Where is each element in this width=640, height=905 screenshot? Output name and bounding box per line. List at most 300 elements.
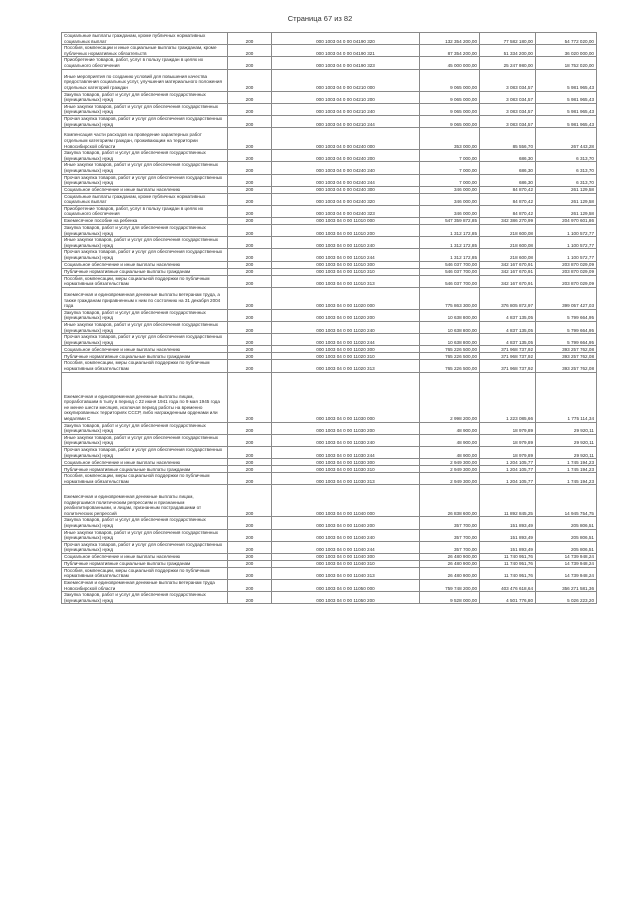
executed-amount-cell: 371 968 737,92 bbox=[480, 360, 536, 372]
table-row bbox=[62, 322, 597, 334]
unexecuted-amount-cell: 36 020 000,00 bbox=[536, 45, 597, 57]
executed-amount-cell: 371 968 737,92 bbox=[480, 353, 536, 360]
row-kbk-cell: 000 1003 04 0 00 11040 200 bbox=[272, 517, 420, 529]
approved-amount-cell: 1 312 172,85 bbox=[420, 249, 480, 261]
table-row bbox=[62, 353, 597, 360]
approved-amount-cell: 87 354 200,00 bbox=[420, 45, 480, 57]
row-code-cell: 200 bbox=[228, 459, 272, 466]
approved-amount-cell: 759 748 200,00 bbox=[420, 580, 480, 592]
row-kbk-cell: 000 1003 04 0 00 11010 240 bbox=[272, 237, 420, 249]
unexecuted-amount-cell: 205 806,51 bbox=[536, 541, 597, 553]
approved-amount-cell: 132 354 200,00 bbox=[420, 33, 480, 45]
executed-amount-cell: 686,30 bbox=[480, 174, 536, 186]
table-row bbox=[62, 275, 597, 287]
table-row bbox=[62, 45, 597, 57]
row-name-cell: Социальные выплаты гражданам, кроме публичных нормативных социальных выплат bbox=[62, 33, 228, 45]
row-code-cell: 200 bbox=[228, 372, 272, 422]
executed-amount-cell: 18 979,89 bbox=[480, 434, 536, 446]
unexecuted-amount-cell: 203 870 029,09 bbox=[536, 275, 597, 287]
executed-amount-cell: 4 501 776,80 bbox=[480, 592, 536, 604]
row-name-cell: Иные закупки товаров, работ и услуг для обеспечения государственных (муниципальных) нужд bbox=[62, 434, 228, 446]
row-code-cell: 200 bbox=[228, 560, 272, 567]
approved-amount-cell: 7 000,00 bbox=[420, 150, 480, 162]
executed-amount-cell: 3 083 034,57 bbox=[480, 115, 536, 127]
row-code-cell: 200 bbox=[228, 517, 272, 529]
row-name-cell: Закупка товаров, работ и услуг для обеспечения государственных (муниципальных) нужд bbox=[62, 150, 228, 162]
approved-amount-cell: 765 226 500,00 bbox=[420, 360, 480, 372]
row-code-cell: 200 bbox=[228, 91, 272, 103]
row-name-cell: Социальное обеспечение и иные выплаты населению bbox=[62, 261, 228, 268]
row-name-cell: Пособия, компенсации, меры социальной поддержки по публичным нормативным обязательствам bbox=[62, 360, 228, 372]
table-row bbox=[62, 466, 597, 473]
row-code-cell: 200 bbox=[228, 249, 272, 261]
row-code-cell: 200 bbox=[228, 353, 272, 360]
table-row bbox=[62, 162, 597, 174]
unexecuted-amount-cell: 14 739 948,24 bbox=[536, 560, 597, 567]
approved-amount-cell: 10 638 800,00 bbox=[420, 309, 480, 321]
row-name-cell: Компенсация части расходов на проведение характерных работ отдельным категориям граждан, проживающим на территории Новосибирской области bbox=[62, 128, 228, 150]
approved-amount-cell: 26 480 900,00 bbox=[420, 560, 480, 567]
table-row bbox=[62, 560, 597, 567]
executed-amount-cell: 1 204 105,77 bbox=[480, 459, 536, 466]
row-kbk-cell: 000 1003 04 0 00 11010 300 bbox=[272, 261, 420, 268]
executed-amount-cell: 85 556,70 bbox=[480, 128, 536, 150]
page-number-header: Страница 67 из 82 bbox=[287, 14, 353, 23]
row-kbk-cell: 000 1003 04 0 00 11030 000 bbox=[272, 372, 420, 422]
executed-amount-cell: 3 083 034,57 bbox=[480, 103, 536, 115]
table-row bbox=[62, 287, 597, 309]
row-code-cell: 200 bbox=[228, 150, 272, 162]
executed-amount-cell: 18 979,89 bbox=[480, 446, 536, 458]
row-kbk-cell: 000 1003 04 0 00 11020 310 bbox=[272, 353, 420, 360]
table-row bbox=[62, 473, 597, 485]
unexecuted-amount-cell: 5 981 965,43 bbox=[536, 91, 597, 103]
row-name-cell: Публичные нормативные социальные выплаты гражданам bbox=[62, 466, 228, 473]
unexecuted-amount-cell: 14 945 754,75 bbox=[536, 485, 597, 517]
approved-amount-cell: 7 000,00 bbox=[420, 162, 480, 174]
row-kbk-cell: 000 1003 04 0 00 04240 320 bbox=[272, 193, 420, 205]
row-name-cell: Приобретение товаров, работ, услуг в пользу граждан в целях их социального обеспечения bbox=[62, 57, 228, 69]
approved-amount-cell: 2 998 200,00 bbox=[420, 372, 480, 422]
table-row bbox=[62, 529, 597, 541]
row-kbk-cell: 000 1003 04 0 00 04190 321 bbox=[272, 45, 420, 57]
table-row bbox=[62, 517, 597, 529]
row-name-cell: Публичные нормативные социальные выплаты гражданам bbox=[62, 560, 228, 567]
unexecuted-amount-cell: 399 057 427,03 bbox=[536, 287, 597, 309]
row-kbk-cell: 000 1003 04 0 00 11010 310 bbox=[272, 268, 420, 275]
row-kbk-cell: 000 1003 04 0 00 04210 200 bbox=[272, 91, 420, 103]
approved-amount-cell: 9 065 000,00 bbox=[420, 91, 480, 103]
table-row bbox=[62, 225, 597, 237]
table-row bbox=[62, 237, 597, 249]
executed-amount-cell: 1 223 085,66 bbox=[480, 372, 536, 422]
row-code-cell: 200 bbox=[228, 261, 272, 268]
unexecuted-amount-cell: 205 806,51 bbox=[536, 517, 597, 529]
approved-amount-cell: 546 037 700,00 bbox=[420, 275, 480, 287]
row-code-cell: 200 bbox=[228, 237, 272, 249]
table-row bbox=[62, 91, 597, 103]
executed-amount-cell: 686,30 bbox=[480, 162, 536, 174]
row-kbk-cell: 000 1003 04 0 00 04190 320 bbox=[272, 33, 420, 45]
row-code-cell: 200 bbox=[228, 580, 272, 592]
approved-amount-cell: 2 949 300,00 bbox=[420, 459, 480, 466]
row-name-cell: Ежемесячная и единовременная денежные выплаты ветеранам труда, а также гражданам приравненным к ним по состоянию на 31 декабря 2004 года bbox=[62, 287, 228, 309]
row-name-cell: Приобретение товаров, работ, услуг в пользу граждан в целях их социального обеспечения bbox=[62, 205, 228, 217]
unexecuted-amount-cell: 14 739 948,24 bbox=[536, 553, 597, 560]
row-kbk-cell: 000 1003 04 0 00 11040 240 bbox=[272, 529, 420, 541]
table-row bbox=[62, 334, 597, 346]
executed-amount-cell: 342 167 670,91 bbox=[480, 275, 536, 287]
table-row bbox=[62, 446, 597, 458]
unexecuted-amount-cell: 6 313,70 bbox=[536, 174, 597, 186]
row-kbk-cell: 000 1003 04 0 00 04240 323 bbox=[272, 205, 420, 217]
table-row bbox=[62, 580, 597, 592]
row-kbk-cell: 000 1003 04 0 00 11030 240 bbox=[272, 434, 420, 446]
row-name-cell: Прочая закупка товаров, работ и услуг для обеспечения государственных (муниципальных) нужд bbox=[62, 541, 228, 553]
table-row bbox=[62, 174, 597, 186]
approved-amount-cell: 546 037 700,00 bbox=[420, 261, 480, 268]
table-row bbox=[62, 103, 597, 115]
row-kbk-cell: 000 1003 04 0 00 11020 200 bbox=[272, 309, 420, 321]
row-name-cell: Иные мероприятия по созданию условий для повышения качества предоставления социальных услуг, улучшения материального положения отдельных категорий граждан bbox=[62, 69, 228, 91]
row-kbk-cell: 000 1003 04 0 00 11030 200 bbox=[272, 422, 420, 434]
unexecuted-amount-cell: 14 739 948,24 bbox=[536, 567, 597, 579]
row-kbk-cell: 000 1003 04 0 00 11040 300 bbox=[272, 553, 420, 560]
row-name-cell: Прочая закупка товаров, работ и услуг для обеспечения государственных (муниципальных) нужд bbox=[62, 115, 228, 127]
unexecuted-amount-cell: 5 799 664,95 bbox=[536, 322, 597, 334]
row-code-cell: 200 bbox=[228, 268, 272, 275]
approved-amount-cell: 765 226 500,00 bbox=[420, 346, 480, 353]
row-name-cell: Социальное обеспечение и иные выплаты населению bbox=[62, 553, 228, 560]
executed-amount-cell: 84 870,42 bbox=[480, 205, 536, 217]
unexecuted-amount-cell: 393 257 762,08 bbox=[536, 353, 597, 360]
row-name-cell: Прочая закупка товаров, работ и услуг для обеспечения государственных (муниципальных) нужд bbox=[62, 446, 228, 458]
approved-amount-cell: 765 226 500,00 bbox=[420, 353, 480, 360]
executed-amount-cell: 218 600,08 bbox=[480, 225, 536, 237]
unexecuted-amount-cell: 29 920,11 bbox=[536, 446, 597, 458]
row-name-cell: Закупка товаров, работ и услуг для обеспечения государственных (муниципальных) нужд bbox=[62, 309, 228, 321]
approved-amount-cell: 9 528 000,00 bbox=[420, 592, 480, 604]
row-code-cell: 200 bbox=[228, 466, 272, 473]
unexecuted-amount-cell: 1 100 572,77 bbox=[536, 249, 597, 261]
row-kbk-cell: 000 1003 04 0 00 11010 244 bbox=[272, 249, 420, 261]
unexecuted-amount-cell: 5 026 223,20 bbox=[536, 592, 597, 604]
row-code-cell: 200 bbox=[228, 69, 272, 91]
row-name-cell: Социальное обеспечение и иные выплаты населению bbox=[62, 186, 228, 193]
unexecuted-amount-cell: 5 981 965,43 bbox=[536, 115, 597, 127]
table-row bbox=[62, 434, 597, 446]
row-code-cell: 200 bbox=[228, 473, 272, 485]
unexecuted-amount-cell: 204 970 601,86 bbox=[536, 218, 597, 225]
row-code-cell: 200 bbox=[228, 434, 272, 446]
table-row bbox=[62, 459, 597, 466]
row-code-cell: 200 bbox=[228, 174, 272, 186]
approved-amount-cell: 775 863 300,00 bbox=[420, 287, 480, 309]
table-row bbox=[62, 268, 597, 275]
executed-amount-cell: 3 083 034,57 bbox=[480, 69, 536, 91]
row-name-cell: Социальное обеспечение и иные выплаты населению bbox=[62, 346, 228, 353]
unexecuted-amount-cell: 261 129,58 bbox=[536, 205, 597, 217]
table-row bbox=[62, 249, 597, 261]
approved-amount-cell: 26 838 600,00 bbox=[420, 485, 480, 517]
row-code-cell: 200 bbox=[228, 334, 272, 346]
row-name-cell: Закупка товаров, работ и услуг для обеспечения государственных (муниципальных) нужд bbox=[62, 517, 228, 529]
unexecuted-amount-cell: 1 745 194,23 bbox=[536, 466, 597, 473]
unexecuted-amount-cell: 261 129,58 bbox=[536, 193, 597, 205]
table-body bbox=[62, 33, 597, 604]
row-code-cell: 200 bbox=[228, 592, 272, 604]
row-kbk-cell: 000 1003 04 0 00 04210 240 bbox=[272, 103, 420, 115]
row-code-cell: 200 bbox=[228, 422, 272, 434]
executed-amount-cell: 342 386 270,99 bbox=[480, 218, 536, 225]
executed-amount-cell: 4 837 135,05 bbox=[480, 309, 536, 321]
table-row bbox=[62, 553, 597, 560]
executed-amount-cell: 218 600,08 bbox=[480, 237, 536, 249]
executed-amount-cell: 151 893,49 bbox=[480, 541, 536, 553]
row-name-cell: Ежемесячная и единовременная денежные выплаты лицам, проработавшим в тылу в период с 22 июня 1941 года по 9 мая 1945 года не менее шести месяцев, исключая период работы на временно оккупированных территориях СССР, либо награжденным орденами или медалями С bbox=[62, 372, 228, 422]
approved-amount-cell: 1 312 172,85 bbox=[420, 237, 480, 249]
row-kbk-cell: 000 1003 04 0 00 11030 300 bbox=[272, 459, 420, 466]
unexecuted-amount-cell: 393 257 762,08 bbox=[536, 346, 597, 353]
row-code-cell: 200 bbox=[228, 218, 272, 225]
executed-amount-cell: 11 740 951,76 bbox=[480, 567, 536, 579]
row-name-cell: Иные закупки товаров, работ и услуг для обеспечения государственных (муниципальных) нужд bbox=[62, 237, 228, 249]
executed-amount-cell: 84 870,42 bbox=[480, 193, 536, 205]
approved-amount-cell: 2 949 300,00 bbox=[420, 466, 480, 473]
row-code-cell: 200 bbox=[228, 553, 272, 560]
table-row bbox=[62, 485, 597, 517]
table-row bbox=[62, 541, 597, 553]
unexecuted-amount-cell: 29 920,11 bbox=[536, 434, 597, 446]
unexecuted-amount-cell: 18 752 020,00 bbox=[536, 57, 597, 69]
row-code-cell: 200 bbox=[228, 275, 272, 287]
row-kbk-cell: 000 1003 04 0 00 11020 000 bbox=[272, 287, 420, 309]
row-kbk-cell: 000 1003 04 0 00 11030 310 bbox=[272, 466, 420, 473]
row-name-cell: Иные закупки товаров, работ и услуг для обеспечения государственных (муниципальных) нужд bbox=[62, 322, 228, 334]
executed-amount-cell: 342 167 670,91 bbox=[480, 268, 536, 275]
row-kbk-cell: 000 1003 04 0 00 04240 244 bbox=[272, 174, 420, 186]
approved-amount-cell: 1 312 172,85 bbox=[420, 225, 480, 237]
table-row bbox=[62, 33, 597, 45]
executed-amount-cell: 151 893,49 bbox=[480, 517, 536, 529]
row-kbk-cell: 000 1003 04 0 00 04240 000 bbox=[272, 128, 420, 150]
approved-amount-cell: 9 065 000,00 bbox=[420, 103, 480, 115]
row-name-cell: Социальные выплаты гражданам, кроме публичных нормативных социальных выплат bbox=[62, 193, 228, 205]
row-kbk-cell: 000 1003 04 0 00 04240 240 bbox=[272, 162, 420, 174]
unexecuted-amount-cell: 1 100 572,77 bbox=[536, 237, 597, 249]
row-name-cell: Публичные нормативные социальные выплаты гражданам bbox=[62, 268, 228, 275]
approved-amount-cell: 357 700,00 bbox=[420, 529, 480, 541]
row-kbk-cell: 000 1003 04 0 00 11040 244 bbox=[272, 541, 420, 553]
executed-amount-cell: 4 837 135,05 bbox=[480, 322, 536, 334]
executed-amount-cell: 11 740 951,76 bbox=[480, 553, 536, 560]
executed-amount-cell: 18 979,89 bbox=[480, 422, 536, 434]
executed-amount-cell: 686,30 bbox=[480, 150, 536, 162]
row-kbk-cell: 000 1003 04 0 00 11040 310 bbox=[272, 560, 420, 567]
unexecuted-amount-cell: 5 981 965,43 bbox=[536, 69, 597, 91]
table-row bbox=[62, 372, 597, 422]
executed-amount-cell: 403 476 618,64 bbox=[480, 580, 536, 592]
unexecuted-amount-cell: 393 257 762,08 bbox=[536, 360, 597, 372]
row-code-cell: 200 bbox=[228, 446, 272, 458]
approved-amount-cell: 357 700,00 bbox=[420, 541, 480, 553]
row-code-cell: 200 bbox=[228, 346, 272, 353]
table-row bbox=[62, 567, 597, 579]
row-code-cell: 200 bbox=[228, 309, 272, 321]
table-row bbox=[62, 346, 597, 353]
row-code-cell: 200 bbox=[228, 33, 272, 45]
approved-amount-cell: 346 000,00 bbox=[420, 186, 480, 193]
table-row bbox=[62, 150, 597, 162]
unexecuted-amount-cell: 54 772 020,00 bbox=[536, 33, 597, 45]
unexecuted-amount-cell: 29 920,11 bbox=[536, 422, 597, 434]
row-kbk-cell: 000 1003 04 0 00 11040 000 bbox=[272, 485, 420, 517]
row-name-cell: Иные закупки товаров, работ и услуг для обеспечения государственных (муниципальных) нужд bbox=[62, 103, 228, 115]
row-name-cell: Ежемесячная и единовременная денежные выплаты лицам, подвергшимся политическим репрессиям и признанным реабилитированными, и лицам, признанным пострадавшими от политических репрессий bbox=[62, 485, 228, 517]
row-kbk-cell: 000 1003 04 0 00 11010 200 bbox=[272, 225, 420, 237]
row-kbk-cell: 000 1003 04 0 00 11020 244 bbox=[272, 334, 420, 346]
row-kbk-cell: 000 1003 04 0 00 11030 244 bbox=[272, 446, 420, 458]
executed-amount-cell: 151 893,49 bbox=[480, 529, 536, 541]
approved-amount-cell: 10 638 800,00 bbox=[420, 322, 480, 334]
row-kbk-cell: 000 1003 04 0 00 11020 313 bbox=[272, 360, 420, 372]
row-code-cell: 200 bbox=[228, 162, 272, 174]
approved-amount-cell: 10 638 800,00 bbox=[420, 334, 480, 346]
row-name-cell: Пособия, компенсации, меры социальной поддержки по публичным нормативным обязательствам bbox=[62, 275, 228, 287]
unexecuted-amount-cell: 1 100 572,77 bbox=[536, 225, 597, 237]
row-name-cell: Публичные нормативные социальные выплаты гражданам bbox=[62, 353, 228, 360]
approved-amount-cell: 45 000 000,00 bbox=[420, 57, 480, 69]
row-code-cell: 200 bbox=[228, 115, 272, 127]
row-kbk-cell: 000 1003 04 0 00 11050 000 bbox=[272, 580, 420, 592]
row-kbk-cell: 000 1003 04 0 00 11010 313 bbox=[272, 275, 420, 287]
executed-amount-cell: 1 204 105,77 bbox=[480, 466, 536, 473]
approved-amount-cell: 357 700,00 bbox=[420, 517, 480, 529]
row-name-cell: Прочая закупка товаров, работ и услуг для обеспечения государственных (муниципальных) нужд bbox=[62, 249, 228, 261]
executed-amount-cell: 4 837 135,05 bbox=[480, 334, 536, 346]
unexecuted-amount-cell: 6 313,70 bbox=[536, 150, 597, 162]
approved-amount-cell: 547 359 872,85 bbox=[420, 218, 480, 225]
row-kbk-cell: 000 1003 04 0 00 04190 323 bbox=[272, 57, 420, 69]
unexecuted-amount-cell: 261 129,58 bbox=[536, 186, 597, 193]
approved-amount-cell: 48 900,00 bbox=[420, 446, 480, 458]
row-name-cell: Закупка товаров, работ и услуг для обеспечения государственных (муниципальных) нужд bbox=[62, 225, 228, 237]
row-name-cell: Закупка товаров, работ и услуг для обеспечения государственных (муниципальных) нужд bbox=[62, 592, 228, 604]
unexecuted-amount-cell: 203 870 029,09 bbox=[536, 261, 597, 268]
executed-amount-cell: 1 204 105,77 bbox=[480, 473, 536, 485]
table-row bbox=[62, 115, 597, 127]
row-kbk-cell: 000 1003 04 0 00 04210 000 bbox=[272, 69, 420, 91]
executed-amount-cell: 371 968 737,92 bbox=[480, 346, 536, 353]
approved-amount-cell: 9 065 000,00 bbox=[420, 115, 480, 127]
row-code-cell: 200 bbox=[228, 322, 272, 334]
table-row bbox=[62, 261, 597, 268]
row-code-cell: 200 bbox=[228, 485, 272, 517]
row-name-cell: Прочая закупка товаров, работ и услуг для обеспечения государственных (муниципальных) нужд bbox=[62, 334, 228, 346]
row-kbk-cell: 000 1003 04 0 00 11030 313 bbox=[272, 473, 420, 485]
unexecuted-amount-cell: 5 799 664,95 bbox=[536, 334, 597, 346]
unexecuted-amount-cell: 356 271 581,36 bbox=[536, 580, 597, 592]
unexecuted-amount-cell: 5 981 965,43 bbox=[536, 103, 597, 115]
row-code-cell: 200 bbox=[228, 529, 272, 541]
row-code-cell: 200 bbox=[228, 103, 272, 115]
row-kbk-cell: 000 1003 04 0 00 11040 313 bbox=[272, 567, 420, 579]
unexecuted-amount-cell: 203 870 029,09 bbox=[536, 268, 597, 275]
executed-amount-cell: 11 892 845,25 bbox=[480, 485, 536, 517]
row-code-cell: 200 bbox=[228, 541, 272, 553]
row-kbk-cell: 000 1003 04 0 00 04210 244 bbox=[272, 115, 420, 127]
executed-amount-cell: 25 247 980,00 bbox=[480, 57, 536, 69]
approved-amount-cell: 26 480 900,00 bbox=[420, 553, 480, 560]
row-kbk-cell: 000 1003 04 0 00 11010 000 bbox=[272, 218, 420, 225]
unexecuted-amount-cell: 1 775 114,34 bbox=[536, 372, 597, 422]
approved-amount-cell: 9 065 000,00 bbox=[420, 69, 480, 91]
approved-amount-cell: 48 900,00 bbox=[420, 434, 480, 446]
table-row bbox=[62, 205, 597, 217]
row-code-cell: 200 bbox=[228, 57, 272, 69]
row-code-cell: 200 bbox=[228, 186, 272, 193]
executed-amount-cell: 77 582 180,00 bbox=[480, 33, 536, 45]
budget-execution-table bbox=[61, 32, 597, 604]
row-name-cell: Пособия, компенсации, меры социальной поддержки по публичным нормативным обязательствам bbox=[62, 567, 228, 579]
row-kbk-cell: 000 1003 04 0 00 11020 240 bbox=[272, 322, 420, 334]
executed-amount-cell: 342 167 670,91 bbox=[480, 261, 536, 268]
row-code-cell: 200 bbox=[228, 205, 272, 217]
row-name-cell: Иные закупки товаров, работ и услуг для обеспечения государственных (муниципальных) нужд bbox=[62, 529, 228, 541]
row-kbk-cell: 000 1003 04 0 00 11050 200 bbox=[272, 592, 420, 604]
row-code-cell: 200 bbox=[228, 225, 272, 237]
row-name-cell: Пособия, компенсации, меры социальной поддержки по публичным нормативным обязательствам bbox=[62, 473, 228, 485]
unexecuted-amount-cell: 267 443,28 bbox=[536, 128, 597, 150]
row-name-cell: Пособия, компенсации и иные социальные выплаты гражданам, кроме публичных нормативных обязательств bbox=[62, 45, 228, 57]
unexecuted-amount-cell: 1 745 194,23 bbox=[536, 459, 597, 466]
table-row bbox=[62, 57, 597, 69]
row-code-cell: 200 bbox=[228, 287, 272, 309]
approved-amount-cell: 546 037 700,00 bbox=[420, 268, 480, 275]
executed-amount-cell: 376 805 872,97 bbox=[480, 287, 536, 309]
table-row bbox=[62, 422, 597, 434]
row-code-cell: 200 bbox=[228, 360, 272, 372]
row-name-cell: Закупка товаров, работ и услуг для обеспечения государственных (муниципальных) нужд bbox=[62, 91, 228, 103]
row-name-cell: Ежемесячное пособие на ребенка bbox=[62, 218, 228, 225]
row-name-cell: Иные закупки товаров, работ и услуг для обеспечения государственных (муниципальных) нужд bbox=[62, 162, 228, 174]
row-code-cell: 200 bbox=[228, 45, 272, 57]
executed-amount-cell: 84 870,42 bbox=[480, 186, 536, 193]
unexecuted-amount-cell: 1 745 194,23 bbox=[536, 473, 597, 485]
row-name-cell: Закупка товаров, работ и услуг для обеспечения государственных (муниципальных) нужд bbox=[62, 422, 228, 434]
executed-amount-cell: 51 334 200,00 bbox=[480, 45, 536, 57]
row-kbk-cell: 000 1003 04 0 00 04240 200 bbox=[272, 150, 420, 162]
approved-amount-cell: 26 480 900,00 bbox=[420, 567, 480, 579]
approved-amount-cell: 346 000,00 bbox=[420, 205, 480, 217]
unexecuted-amount-cell: 205 806,51 bbox=[536, 529, 597, 541]
table-row bbox=[62, 309, 597, 321]
row-name-cell: Социальное обеспечение и иные выплаты населению bbox=[62, 459, 228, 466]
approved-amount-cell: 2 949 300,00 bbox=[420, 473, 480, 485]
table-row bbox=[62, 69, 597, 91]
executed-amount-cell: 218 600,08 bbox=[480, 249, 536, 261]
approved-amount-cell: 353 000,00 bbox=[420, 128, 480, 150]
table-row bbox=[62, 592, 597, 604]
row-kbk-cell: 000 1003 04 0 00 11020 300 bbox=[272, 346, 420, 353]
row-code-cell: 200 bbox=[228, 193, 272, 205]
executed-amount-cell: 11 740 951,76 bbox=[480, 560, 536, 567]
row-code-cell: 200 bbox=[228, 567, 272, 579]
row-name-cell: Ежемесячная и единовременная денежные выплаты ветеранам труда Новосибирской области bbox=[62, 580, 228, 592]
table-row bbox=[62, 186, 597, 193]
row-code-cell: 200 bbox=[228, 128, 272, 150]
unexecuted-amount-cell: 5 799 664,95 bbox=[536, 309, 597, 321]
